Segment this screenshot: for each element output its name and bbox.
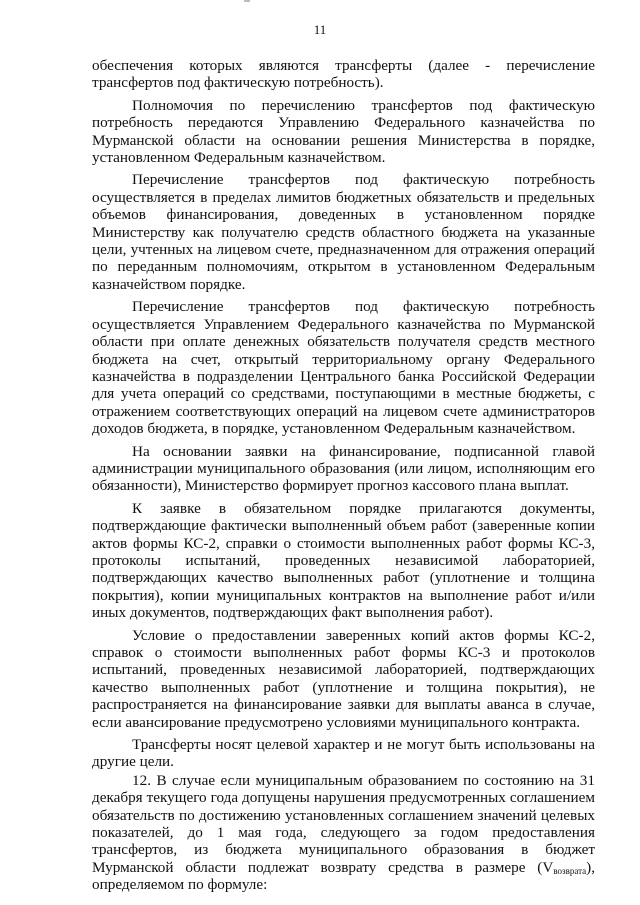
paragraph: Трансферты носят целевой характер и не могут быть использованы на другие цели.	[92, 736, 595, 771]
paragraph: Условие о предоставлении заверенных копий актов формы КС-2, справок о стоимости выполненных работ формы КС-3 и протоколов испытаний, проведенных независимой лабораторией, подтверждающих качество выполненных работ (уплотнение и толщина покрытия), не распространяется на финансирование заявки для выплаты аванса в случае, если авансирование предусмотрено условиями муниципального контракта.	[92, 626, 595, 731]
paragraph-12-text: 12. В случае если муниципальным образованием по состоянию на 31 декабря текущего года допущены нарушения предусмотренных соглашением обязательств по достижению установленных соглашением значений целевых показателей, до 1 мая года, следующего за годом предоставления трансфертов, из бюджета муниципального образования в бюджет Мурманской области подлежат возврату средства в размере (	[92, 771, 595, 876]
paragraph-12	[92, 772, 595, 894]
document-body	[92, 57, 595, 899]
paragraph: К заявке в обязательном порядке прилагаются документы, подтверждающие фактически выполненный объем работ (заверенные копии актов формы КС-2, справки о стоимости выполненных работ формы КС-3, протоколы испытаний, проведенных независимой лабораторией, подтверждающих качество выполненных работ (уплотнение и толщина покрытия), копии муниципальных контрактов на выполнение работ и/или иных документов, подтверждающих факт выполнения работ).	[92, 499, 595, 622]
paragraph: Перечисление трансфертов под фактическую потребность осуществляется в пределах лимитов бюджетных обязательств и предельных объемов финансирования, доведенных в установленном порядке Министерству как получателю средств областного бюджета на указанные цели, учтенных на лицевом счете, предназначенном для отражения операций по переданным полномочиям, открытом в установленном Федеральным казначейством порядке.	[92, 171, 595, 293]
return-amount-variable	[542, 859, 586, 876]
variable-symbol: V	[542, 858, 554, 876]
variable-subscript: возврата	[553, 865, 587, 876]
paragraph-12-tail: ), определяемом по формуле:	[92, 858, 595, 894]
paragraph: Полномочия по перечислению трансфертов под фактическую потребность передаются Управлению Федерального казначейства по Мурманской области на основании решения Министерства в порядке, установленном Федеральным казначейством.	[92, 96, 595, 167]
scan-mark	[244, 0, 250, 2]
paragraph: На основании заявки на финансирование, подписанной главой администрации муниципального образования (или лицом, исполняющим его обязанности), Министерство формирует прогноз кассового плана выплат.	[92, 442, 595, 495]
page-number: 11	[313, 22, 327, 37]
paragraph: обеспечения которых являются трансферты (далее - перечисление трансфертов под фактическую потребность).	[92, 57, 595, 92]
paragraph: Перечисление трансфертов под фактическую потребность осуществляется Управлением Федерального казначейства по Мурманской области при оплате денежных обязательств получателя средств местного бюджета на счет, открытый территориальному органу Федерального казначейства в подразделении Центрального банка Российской Федерации для учета операций со средствами, поступающими в местные бюджеты, с отражением соответствующих операций на лицевом счете администраторов доходов бюджета, в порядке, установленном Федеральным казначейством.	[92, 298, 595, 438]
